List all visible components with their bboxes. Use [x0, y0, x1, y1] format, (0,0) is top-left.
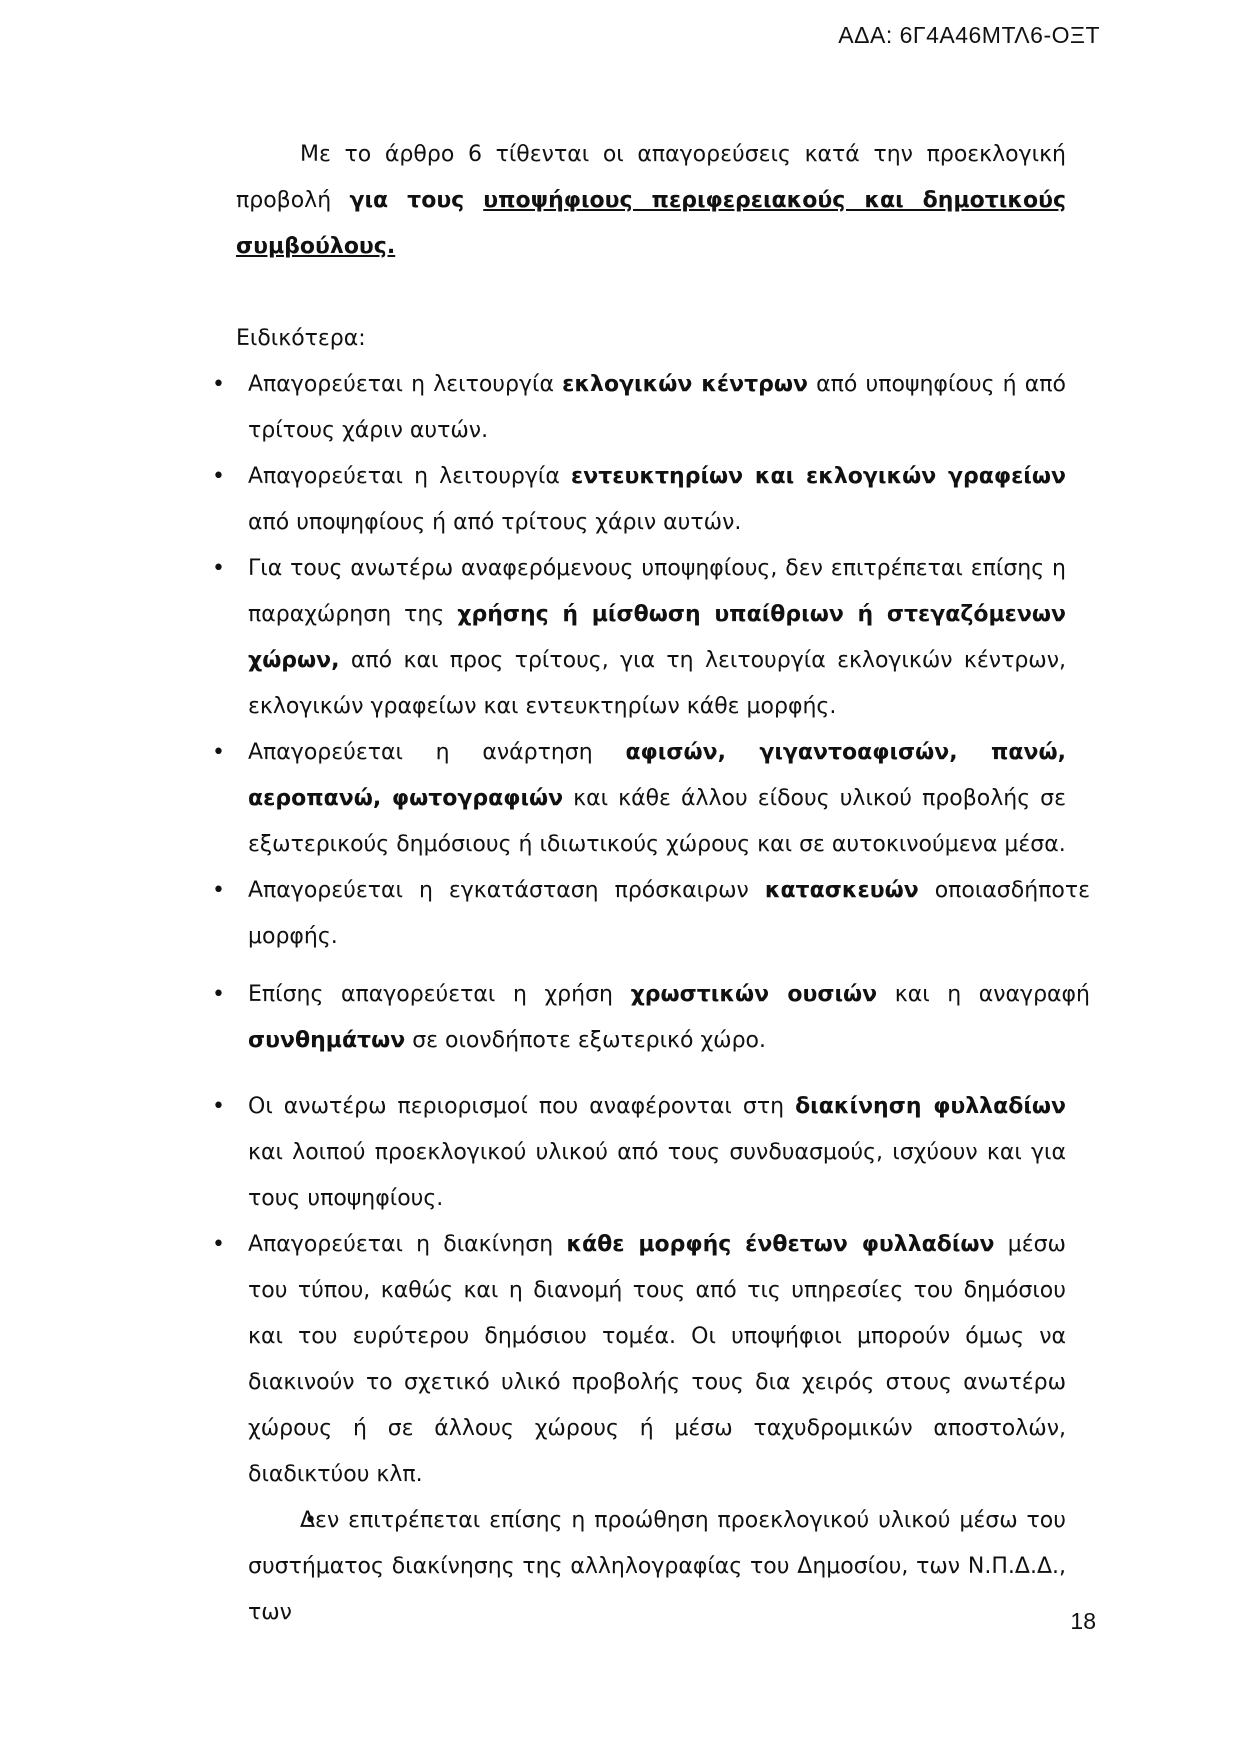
- document-code: ΑΔΑ: 6Γ4Α46ΜΤΛ6-ΟΞΤ: [838, 22, 1100, 48]
- list-item: • Απαγορεύεται η ανάρτηση αφισών, γιγαντοαφισών, πανώ, αεροπανώ, φωτογραφιών και κάθε άλλου είδους υλικού προβολής σε εξωτερικούς δημόσιους ή ιδιωτικούς χώρους και σε αυτοκινούμενα μέσα.: [236, 730, 1066, 868]
- intro-paragraph: [236, 132, 1066, 270]
- list-item: • Για τους ανωτέρω αναφερόμενους υποψηφίους, δεν επιτρέπεται επίσης η παραχώρηση της χρήσης ή μίσθωση υπαίθριων ή στεγαζόμενων χώρων, από και προς τρίτους, για τη λειτουργία εκλογικών κέντρων, εκλογικών γραφείων και εντευκτηρίων κάθε μορφής.: [236, 546, 1066, 730]
- list-item: • Απαγορεύεται η εγκατάσταση πρόσκαιρων κατασκευών οποιασδήποτε μορφής.: [236, 868, 1090, 960]
- list-item: • Απαγορεύεται η διακίνηση κάθε μορφής ένθετων φυλλαδίων μέσω του τύπου, καθώς και η διανομή τους από τις υπηρεσίες του δημόσιου και του ευρύτερου δημόσιου τομέα. Οι υποψήφιοι μπορούν όμως να διακινούν το σχετικό υλικό προβολής τους δια χειρός στους ανωτέρω χώρους ή σε άλλους χώρους ή μέσω ταχυδρομικών αποστολών, διαδικτύου κλπ.: [236, 1222, 1066, 1498]
- list-item: • Απαγορεύεται η λειτουργία εκλογικών κέντρων από υποψηφίους ή από τρίτους χάριν αυτών.: [236, 362, 1066, 454]
- list-item: • Οι ανωτέρω περιορισμοί που αναφέρονται στη διακίνηση φυλλαδίων και λοιπού προεκλογικού υλικού από τους συνδυασμούς, ισχύουν και για τους υποψηφίους.: [236, 1084, 1066, 1222]
- lead-text: Ειδικότερα:: [236, 326, 366, 351]
- list-item: • Επίσης απαγορεύεται η χρήση χρωστικών ουσιών και η αναγραφή συνθημάτων σε οιονδήποτε εξωτερικό χώρο.: [236, 972, 1090, 1064]
- list-item: • Απαγορεύεται η λειτουργία εντευκτηρίων και εκλογικών γραφείων από υποψηφίους ή από τρίτους χάριν αυτών.: [236, 454, 1066, 546]
- intro-bold: για τους: [349, 188, 484, 213]
- intro-text: Με το άρθρο 6 τίθενται οι απαγορεύσεις κατά την προεκλογική προβολή: [236, 142, 1066, 213]
- list-item: • Δεν επιτρέπεται επίσης η προώθηση προεκλογικού υλικού μέσω του συστήματος διακίνησης της αλληλογραφίας του Δημοσίου, των Ν.Π.Δ.Δ., των: [236, 1498, 1066, 1636]
- page-number: 18: [1070, 1608, 1096, 1634]
- intro-bold-underlined: υποψήφιους περιφερειακούς και δημοτικούς συμβούλους.: [236, 188, 1066, 259]
